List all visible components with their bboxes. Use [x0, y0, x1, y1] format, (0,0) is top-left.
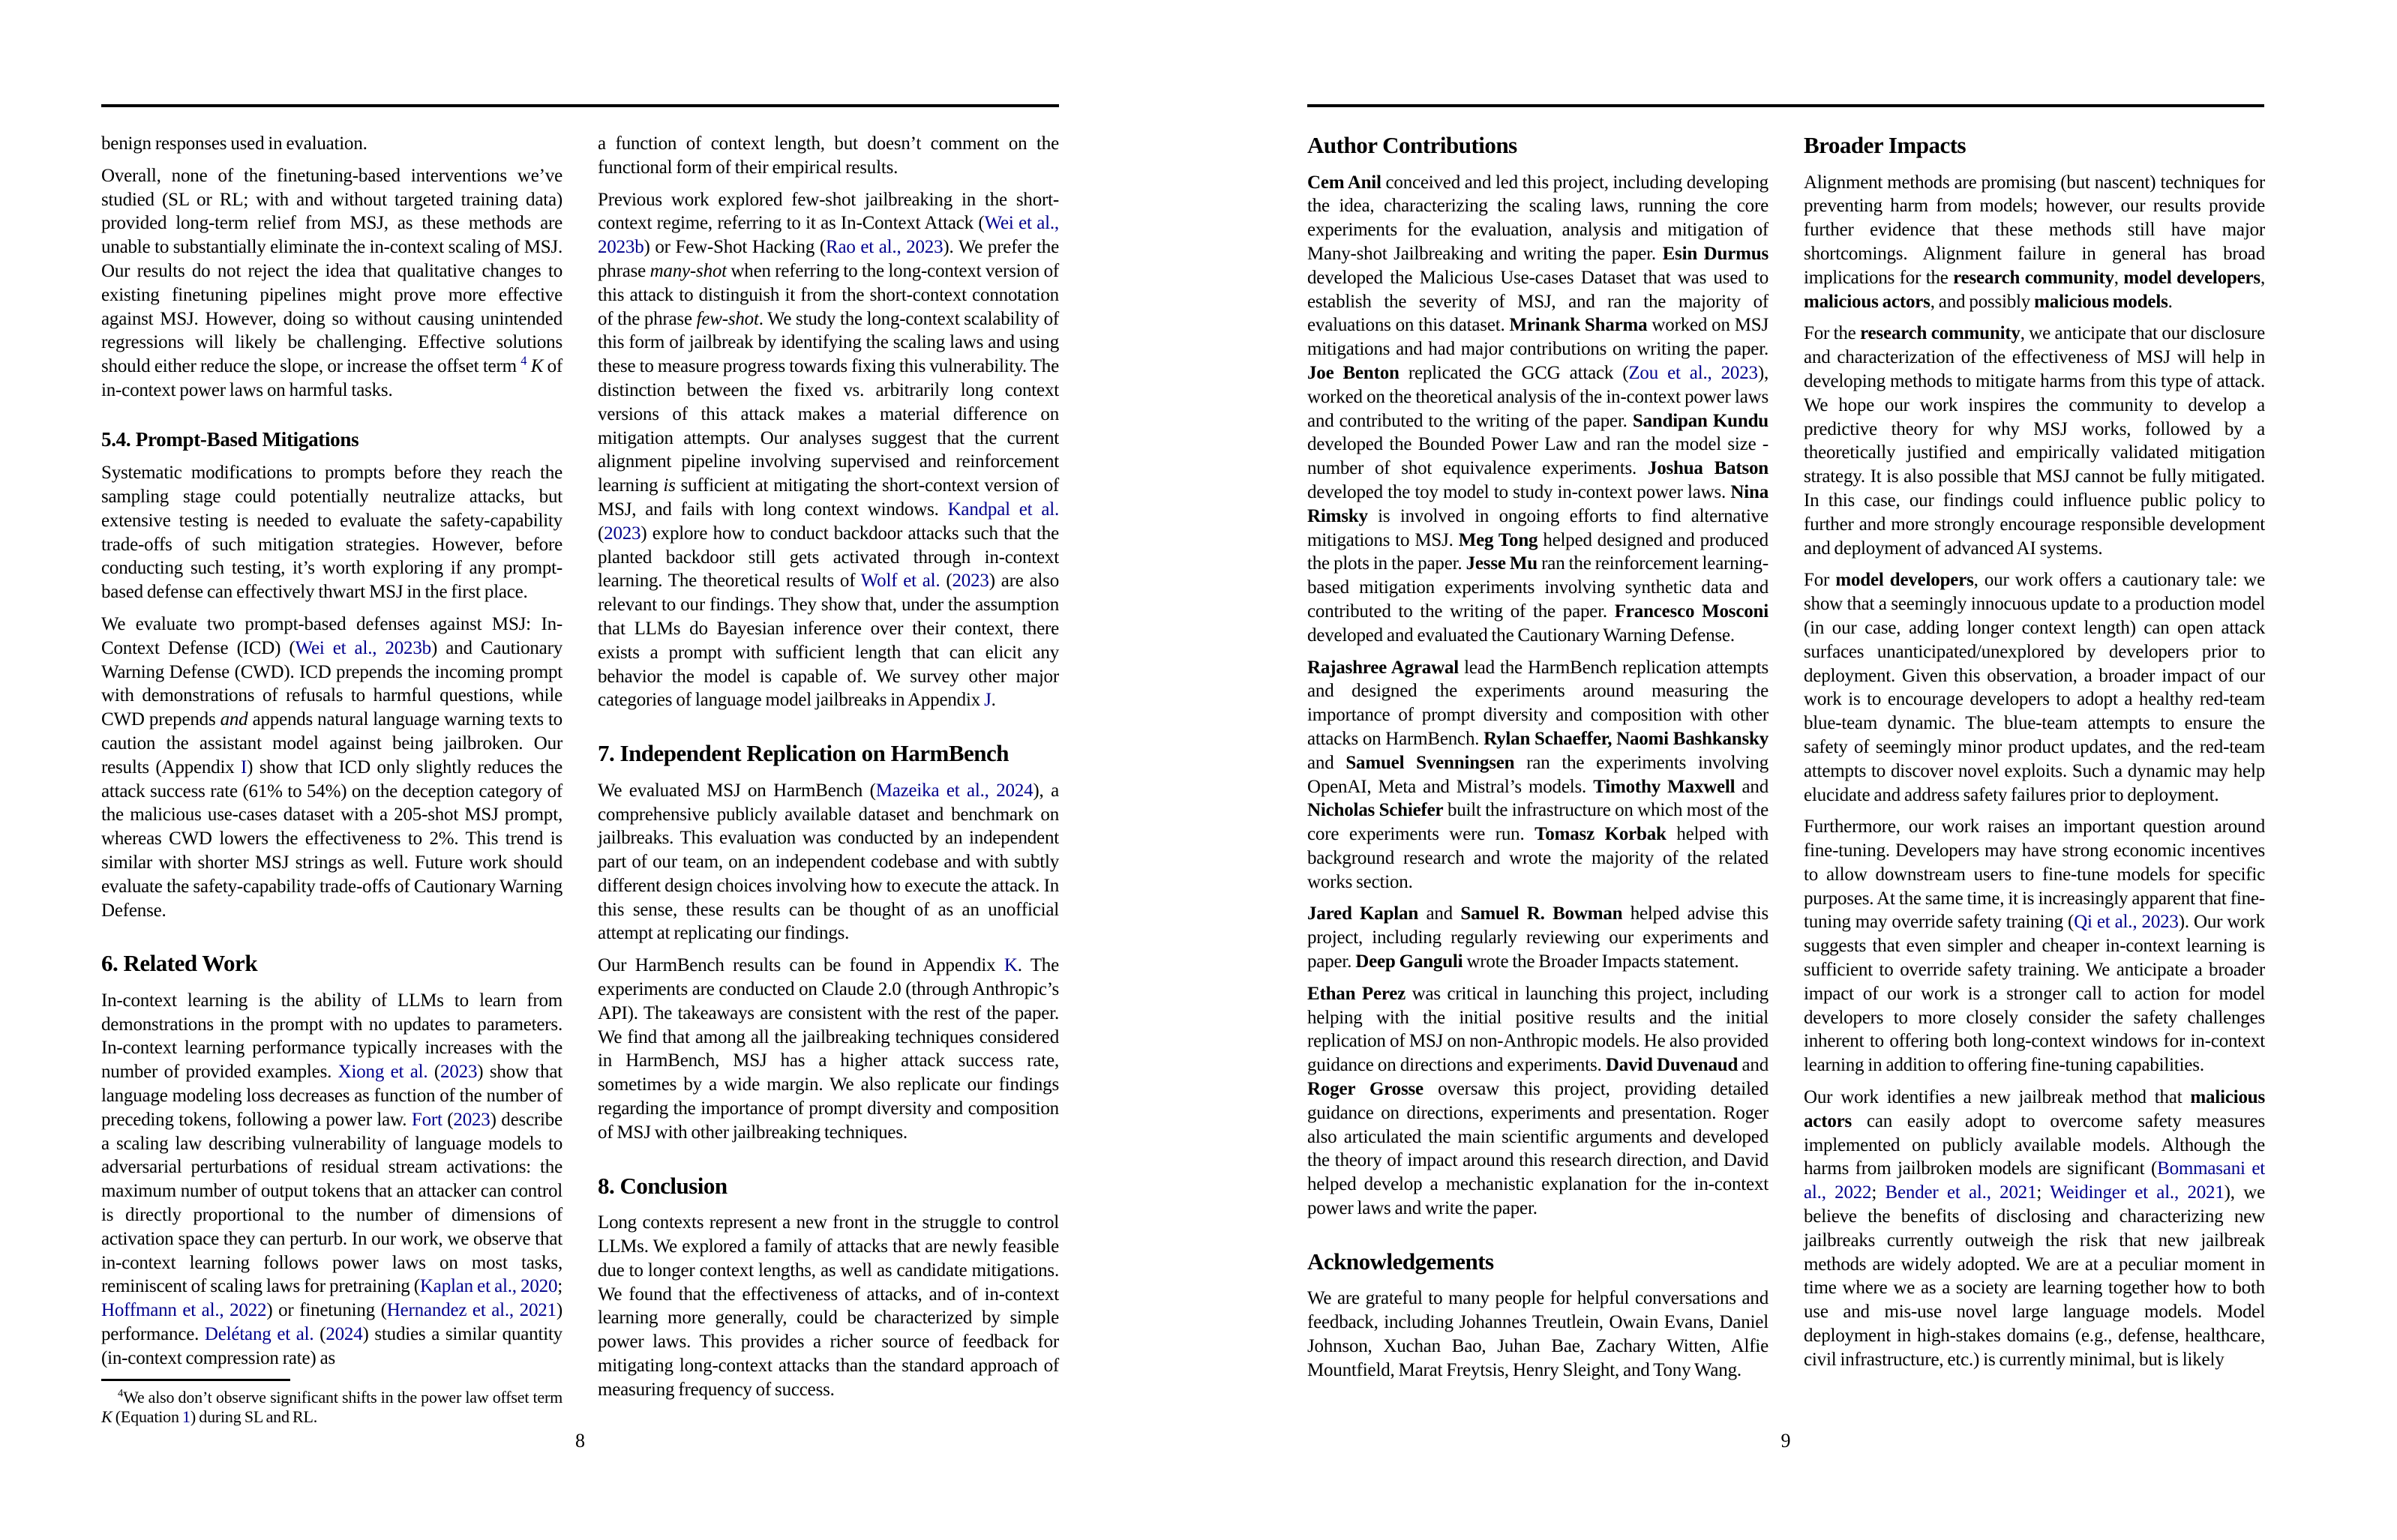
paragraph — [1307, 171, 1768, 648]
bold-text: Mrinank Sharma — [1509, 315, 1648, 336]
text-run: ran the reinforcement learning-based mitigation experiments involving synthetic data and contributed to the writing of the paper. — [1307, 553, 1768, 622]
citation-link[interactable]: 2023 — [440, 1062, 478, 1083]
bold-text: Samuel R. Bowman — [1460, 903, 1623, 924]
paragraph — [1804, 322, 2265, 560]
italic-text: K — [530, 356, 544, 377]
page-9-column-2 — [1804, 132, 2265, 1403]
bold-text: Jared Kaplan — [1307, 903, 1419, 924]
paragraph — [101, 132, 562, 156]
text-run: was critical in launching this project, including helping with the initial positive results and the initial replication of MSJ on non-Anthropic models. He also provided guidance on directions and experiments. — [1307, 983, 1769, 1076]
text-run: sufficient at mitigating the short-context version of MSJ, and fails with long context windows. — [598, 475, 1060, 520]
header-rule — [1307, 104, 2264, 107]
section-heading: 8. Conclusion — [598, 1172, 728, 1199]
text-run: ) are also relevant to our findings. They show that, under the assumption that LLMs do Bayesian inference over their context, there exists a prompt with sufficient length that can elicit any behavior the model is capable of. We survey other major categories of language model jailbreaks in Appendix — [598, 571, 1060, 711]
paragraph — [1804, 815, 2265, 1077]
text-run: developed the Bounded Power Law and ran the model size - number of shot equivalence experiments. — [1307, 434, 1768, 479]
paragraph — [1307, 1287, 1768, 1382]
two-column-layout — [1307, 132, 2264, 1403]
page-number: 8 — [575, 1430, 585, 1452]
text-run: of in-context power laws on harmful tasks. — [101, 356, 563, 400]
citation-link[interactable]: 2024 — [326, 1324, 363, 1345]
text-run: Overall, none of the finetuning-based interventions we’ve studied (SL or RL; with and without targeted training data) provided long-term relief from MSJ, as these methods are unable to substantially eliminate the in-context scaling of MSJ. Our results do not reject the idea that qualitative changes to existing finetuning pipelines might prove more effective against MSJ. However, doing so without causing unintended regressions will likely be challenging. Effective solutions should either reduce the slope, or increase the offset term — [101, 165, 562, 377]
bold-text: malicious actors — [1804, 1087, 2265, 1131]
citation-link[interactable]: Xiong et al. — [338, 1062, 428, 1083]
paragraph — [1804, 171, 2265, 314]
text-run: ( — [598, 523, 604, 544]
text-run: ) show that ICD only slightly reduces the attack success rate (61% to 54%) on the deception category of the malicious use-cases dataset with a 205-shot MSJ prompt, whereas CWD lowers the effectiveness to 2%. This trend is similar with shorter MSJ strings as well. Future work should evaluate the safety-capability trade-offs of Cautionary Warning Defense. — [101, 757, 562, 921]
text-run: ) performance. — [101, 1300, 562, 1345]
text-run: a function of context length, but doesn’t comment on the functional form of their empirical results. — [598, 133, 1059, 178]
citation-link[interactable]: Weidinger et al., 2021 — [2050, 1182, 2224, 1203]
text-run: , and possibly — [1930, 291, 2035, 312]
paragraph — [598, 132, 1059, 180]
text-run: ( — [314, 1324, 326, 1345]
text-run: ) during SL and RL. — [190, 1407, 318, 1427]
citation-link[interactable]: Qi et al., 2023 — [2074, 912, 2179, 933]
page-number: 9 — [1780, 1430, 1791, 1452]
text-run: ), worked on the theoretical analysis of the in-context power laws and contributed to the writing of the paper. — [1307, 362, 1768, 431]
paragraph — [598, 954, 1059, 1144]
paragraph — [1307, 982, 1768, 1221]
bold-text: David Duvenaud — [1605, 1055, 1738, 1076]
text-run: We also don’t observe significant shifts in the power law offset term — [123, 1387, 562, 1407]
text-run: helped advise this project, including regularly reviewing our experiments and paper. — [1307, 903, 1768, 972]
citation-link[interactable]: Bender et al., 2021 — [1885, 1182, 2037, 1203]
section-heading: Author Contributions — [1307, 132, 1517, 158]
citation-link[interactable]: J — [984, 690, 992, 711]
bold-text: Nina Rimsky — [1307, 481, 1768, 526]
text-run: In-context learning is the ability of LLMs to learn from demonstrations in the prompt with no updates to parameters. In-context learning performance typically increases with the number of provided examples. — [101, 990, 562, 1083]
bold-text: Ethan Perez — [1307, 983, 1406, 1004]
bold-text: model developers — [2123, 267, 2260, 288]
paragraph — [101, 164, 562, 403]
citation-link[interactable]: Hernandez et al., 2021 — [386, 1300, 556, 1321]
text-run: ; — [2036, 1182, 2050, 1203]
citation-link[interactable]: K — [1004, 955, 1018, 976]
italic-text: few-shot — [696, 308, 759, 329]
text-run: worked on MSJ mitigations and had major contributions on writing the paper. — [1307, 315, 1768, 360]
bold-text: Joe Benton — [1307, 362, 1400, 383]
text-run: ), we believe the benefits of disclosing and characterizing new jailbreaks currently outweigh the risk that new jailbreak methods are widely adopted. We are at a peculiar moment in time where we as a society are learning together how to both use and mis-use novel large language models. Model deployment in high-stakes domains (e.g., defense, healthcare, civil infrastructure, etc.) is currently minimal, but is likely — [1804, 1182, 2266, 1370]
text-run: replicated the GCG attack ( — [1399, 362, 1629, 383]
text-run: can easily adopt to overcome safety measures implemented on publicly available models. Although the harms from jailbroken models are significant ( — [1804, 1110, 2265, 1179]
paragraph — [598, 188, 1059, 713]
bold-text: malicious actors — [1804, 291, 1930, 312]
citation-link[interactable]: Hoffmann et al., 2022 — [101, 1300, 267, 1321]
citation-link[interactable]: Kaplan et al., 2020 — [419, 1276, 558, 1297]
text-run: . The experiments are conducted on Claude 2.0 (through Anthropic’s API). The takeaways are consistent with the rest of the paper. We find that among all the jailbreaking techniques considered in HarmBench, MSJ has a higher attack success rate, sometimes by a wide margin. We also replicate our findings regarding the importance of prompt diversity and composition of MSJ with other jailbreaking techniques. — [598, 955, 1059, 1143]
footnote — [101, 1379, 562, 1428]
text-run: conceived and led this project, including developing the idea, characterizing the scaling laws, running the core experiments for the evaluation, analysis and mitigation of Many-shot Jailbreaking and writing the paper. — [1307, 172, 1768, 264]
citation-link[interactable]: Rao et al., 2023 — [826, 237, 944, 258]
text-run: For — [1804, 570, 1836, 591]
subsection-heading: 5.4. Prompt-Based Mitigations — [101, 427, 359, 451]
citation-link[interactable]: Fort — [411, 1109, 442, 1130]
citation-link[interactable]: Mazeika et al., 2024 — [875, 780, 1034, 801]
paragraph — [1804, 568, 2265, 807]
text-run: We evaluate two prompt-based defenses against MSJ: In-Context Defense (ICD) ( — [101, 613, 562, 658]
two-column-layout — [101, 132, 1059, 1428]
page-9-column-1 — [1307, 132, 1768, 1403]
paragraph — [598, 779, 1059, 946]
text-run: and — [1738, 1055, 1768, 1076]
paragraph — [598, 1211, 1059, 1401]
text-run: For the — [1804, 323, 1861, 344]
text-run: ( — [442, 1109, 454, 1130]
text-run: Long contexts represent a new front in the struggle to control LLMs. We explored a family of attacks that are newly feasible due to longer context lengths, as well as candidate mitigations. We found that the effectiveness of attacks, and of in-context learning more generally, could be characterized by simple power laws. This provides a richer source of feedback for mitigating long-context attacks than the standard approach of measuring frequency of success. — [598, 1212, 1059, 1400]
text-run: , we anticipate that our disclosure and characterization of the effectiveness of MSJ will help in developing methods to mitigate harms from this type of attack. We hope our work inspires the community to develop a predictive theory for why MSJ works, followed by a theoretically justified and empirically validated mitigation strategy. It is also possible that MSJ cannot be fully mitigated. In this case, our findings could influence public policy to further and more strongly encourage responsible development and deployment of advanced AI systems. — [1804, 323, 2266, 559]
citation-link[interactable]: 2023 — [952, 571, 989, 592]
paragraph — [101, 613, 562, 922]
text-run: We evaluated MSJ on HarmBench ( — [598, 780, 876, 801]
text-run: developed the Malicious Use-cases Dataset that was used to establish the severity of MSJ, and ran the majority of evaluations on this dataset. — [1307, 267, 1768, 336]
citation-link[interactable]: 2023 — [604, 523, 641, 544]
bold-text: Meg Tong — [1458, 529, 1538, 550]
bold-text: Sandipan Kundu — [1632, 410, 1768, 431]
bold-text: research community — [1860, 323, 2020, 344]
text-run: , — [2114, 267, 2124, 288]
text-run: ran the experiments involving OpenAI, Meta and Mistral’s models. — [1307, 752, 1769, 797]
page-8-column-1 — [101, 132, 562, 1428]
bold-text: Deep Ganguli — [1355, 951, 1463, 972]
text-run: ). Our work suggests that even simpler and cheaper in-context learning is sufficient to override safety training. We anticipate a broader impact of our work is a stronger call to action for model developers to more closely consider the safety challenges inherent to offering both long-context windows for in-context learning in addition to offering fine-tuning capabilities. — [1804, 912, 2265, 1076]
page-right — [1307, 104, 2266, 1452]
text-run: Previous work explored few-shot jailbreaking in the short-context regime, referring to it as In-Context Attack ( — [598, 189, 1059, 234]
text-run: helped designed and produced the plots in the paper. — [1307, 529, 1768, 574]
citation-link[interactable]: Delétang et al. — [204, 1324, 314, 1345]
text-run: , — [2260, 267, 2265, 288]
citation-link[interactable]: 2023 — [453, 1109, 490, 1130]
text-run: Our HarmBench results can be found in Appendix — [598, 955, 1004, 976]
bold-text: Nicholas Schiefer — [1307, 800, 1444, 821]
bold-text: model developers — [1835, 570, 1974, 591]
bold-text: research community — [1953, 267, 2114, 288]
header-rule — [101, 104, 1059, 107]
bold-text: Esin Durmus — [1662, 243, 1768, 264]
text-run: ( — [428, 1062, 441, 1083]
page-8-column-2 — [598, 132, 1059, 1428]
citation-link[interactable]: Wei et al., 2023b — [295, 637, 431, 658]
text-run: Our work identifies a new jailbreak method that — [1804, 1087, 2191, 1108]
footnote-marker: 4 — [118, 1387, 124, 1400]
paragraph — [101, 461, 562, 604]
text-run: Alignment methods are promising (but nascent) techniques for preventing harm from models; however, our results provide further evidence that these methods still have major shortcomings. Alignment failure in general has broad implications for the — [1804, 172, 2265, 288]
bold-text: Joshua Batson — [1647, 458, 1769, 479]
text-run: ). We prefer the phrase — [598, 237, 1060, 281]
text-run: ), a comprehensive publicly available dataset and benchmark on jailbreaks. This evaluation was conducted by an independent part of our team, on an independent codebase and with subtly different design choices involving how to execute the attack. In this sense, these results can be thought of as an unofficial attempt at replicating our findings. — [598, 780, 1059, 944]
text-run: ) and Cautionary Warning Defense (CWD). ICD prepends the incoming prompt with demonstrations of refusals to harmful questions, while CWD prepends — [101, 637, 562, 730]
bold-text: malicious models — [2034, 291, 2168, 312]
text-run: Furthermore, our work raises an important question around fine-tuning. Developers may have strong economic incentives to allow downstream users to fine-tune models for specific purposes. At the same time, it is increasingly apparent that fine-tuning may override safety training ( — [1804, 816, 2265, 933]
bold-text: Timothy Maxwell — [1593, 776, 1736, 797]
text-run: ) show that language modeling loss decreases as function of the number of preceding tokens, following a power law. — [101, 1062, 563, 1130]
section-heading: Acknowledgements — [1307, 1248, 1494, 1275]
citation-link[interactable]: Zou et al., 2023 — [1628, 362, 1758, 383]
text-run: when referring to the long-context version of this attack to distinguish it from the short-context connotation of the phrase — [598, 260, 1059, 329]
text-run: developed and evaluated the Cautionary Warning Defense. — [1307, 625, 1735, 646]
text-run: . — [991, 690, 996, 711]
section-heading: 7. Independent Replication on HarmBench — [598, 740, 1010, 767]
bold-text: Francesco Mosconi — [1614, 601, 1768, 622]
paragraph — [101, 989, 562, 1371]
text-run: . — [2168, 291, 2173, 312]
section-heading: 6. Related Work — [101, 950, 258, 977]
text-run: helped with background research and wrote the majority of the related works section. — [1307, 824, 1768, 892]
citation-link[interactable]: 1 — [182, 1407, 190, 1427]
italic-text: many-shot — [650, 260, 727, 281]
text-run: . We study the long-context scalability of this form of jailbreak by identifying the scaling laws and using these to measure progress towards fixing this vulnerability. The distinction between the fixed vs. arbitrarily long context versions of this attack makes a material difference on mitigation attempts. Our analyses suggest that the current alignment pipeline involving supervised and reinforcement learning — [598, 308, 1059, 496]
text-run: ) explore how to conduct backdoor attacks such that the planted backdoor still gets activated through in-context learning. The theoretical results of — [598, 523, 1059, 592]
paragraph — [1804, 1086, 2265, 1372]
footnote-ref[interactable]: 4 — [520, 353, 527, 368]
text-run: appends natural language warning texts to caution the assistant model against being jailbroken. Our results (Appendix — [101, 709, 562, 777]
text-run: and — [1735, 776, 1768, 797]
text-run: and — [1418, 903, 1461, 924]
citation-link[interactable]: Wei et al., 2023b — [598, 213, 1059, 258]
text-run: , our work offers a cautionary tale: we show that a seemingly innocuous update to a production model (in our case, adding longer context length) can open attack surfaces unanticipated/unexplored by developers prior to deployment. Given this observation, a broader impact of our work is to encourage developers to adopt a healthy red-team blue-team dynamic. The blue-team attempts to ensure the safety of seemingly minor product updates, and the red-team attempts to discover novel exploits. Such a dynamic may help elucidate and address safety failures prior to deployment. — [1804, 570, 2265, 805]
text-run: Systematic modifications to prompts before they reach the sampling stage could potentially neutralize attacks, but extensive testing is needed to evaluate the safety-capability trade-offs of such mitigation strategies. However, before conducting such testing, it’s worth exploring if any prompt-based defense can effectively thwart MSJ in the first place. — [101, 463, 562, 603]
text-run: We are grateful to many people for helpful conversations and feedback, including Johannes Treutlein, Owain Evans, Daniel Johnson, Xuchan Bao, Juhan Bae, Zachary Witten, Alfie Mountfield, Marat Freytsis, Henry Sleight, and Tony Wang. — [1307, 1288, 1768, 1380]
citation-link[interactable]: I — [241, 757, 248, 777]
bold-text: Samuel Svenningsen — [1346, 752, 1515, 773]
text-run: wrote the Broader Impacts statement. — [1462, 951, 1739, 972]
citation-link[interactable]: Kandpal et al. — [947, 499, 1060, 520]
bold-text: Jesse Mu — [1466, 553, 1538, 574]
text-run: ) or Few-Shot Hacking ( — [644, 237, 826, 258]
footnote-rule — [101, 1379, 290, 1381]
text-run: ; — [557, 1276, 563, 1297]
section-heading: Broader Impacts — [1804, 132, 1966, 158]
italic-text: is — [663, 475, 676, 496]
text-run: oversaw this project, providing detailed guidance on directions, experiments and presentation. Roger also articulated the main scientific arguments and developed the theory of impact around this research direction, and David helped develop a mechanistic explanation for the in-context power laws and write the paper. — [1307, 1079, 1768, 1219]
bold-text: Rajashree Agrawal — [1307, 657, 1460, 678]
text-run: built the infrastructure on which most of the core experiments were run. — [1307, 800, 1768, 845]
page-left — [101, 104, 1060, 1452]
footnote-text — [101, 1388, 562, 1428]
italic-text: K — [101, 1407, 112, 1427]
bold-text: Tomasz Korbak — [1534, 824, 1666, 845]
text-run: developed the toy model to study in-context power laws. — [1307, 481, 1731, 502]
citation-link[interactable]: Wolf et al. — [860, 571, 940, 592]
italic-text: and — [220, 709, 248, 730]
text-run: ) or finetuning ( — [266, 1300, 387, 1321]
bold-text: Rylan Schaeffer, Naomi Bashkansky — [1484, 728, 1768, 749]
bold-text: Cem Anil — [1307, 172, 1382, 193]
text-run: and — [1307, 752, 1346, 773]
text-run: lead the HarmBench replication attempts and designed the experiments around measuring the importance of prompt diversity and composition with other attacks on HarmBench. — [1307, 657, 1768, 749]
bold-text: Roger Grosse — [1307, 1079, 1424, 1100]
text-run: (Equation — [112, 1407, 183, 1427]
text-run: ) describe a scaling law describing vulnerability of language models to adversarial perturbations of residual stream activations: the maximum number of output tokens that an attacker can control is directly proportional to the number of dimensions of activation space they can perturb. In our work, we observe that in-context learning follows power laws on most tasks, reminiscent of scaling laws for pretraining ( — [101, 1109, 562, 1297]
citation-link[interactable]: Bommasani et al., 2022 — [1804, 1158, 2265, 1203]
text-run: ) studies a similar quantity (in-context compression rate) as — [101, 1324, 562, 1368]
text-run: benign responses used in evaluation. — [101, 133, 368, 154]
paragraph — [1307, 656, 1768, 894]
paragraph — [1307, 902, 1768, 973]
text-run: is involved in ongoing efforts to find alternative mitigations to MSJ. — [1307, 505, 1768, 550]
text-run: ; — [1871, 1182, 1886, 1203]
text-run: ( — [940, 571, 952, 592]
